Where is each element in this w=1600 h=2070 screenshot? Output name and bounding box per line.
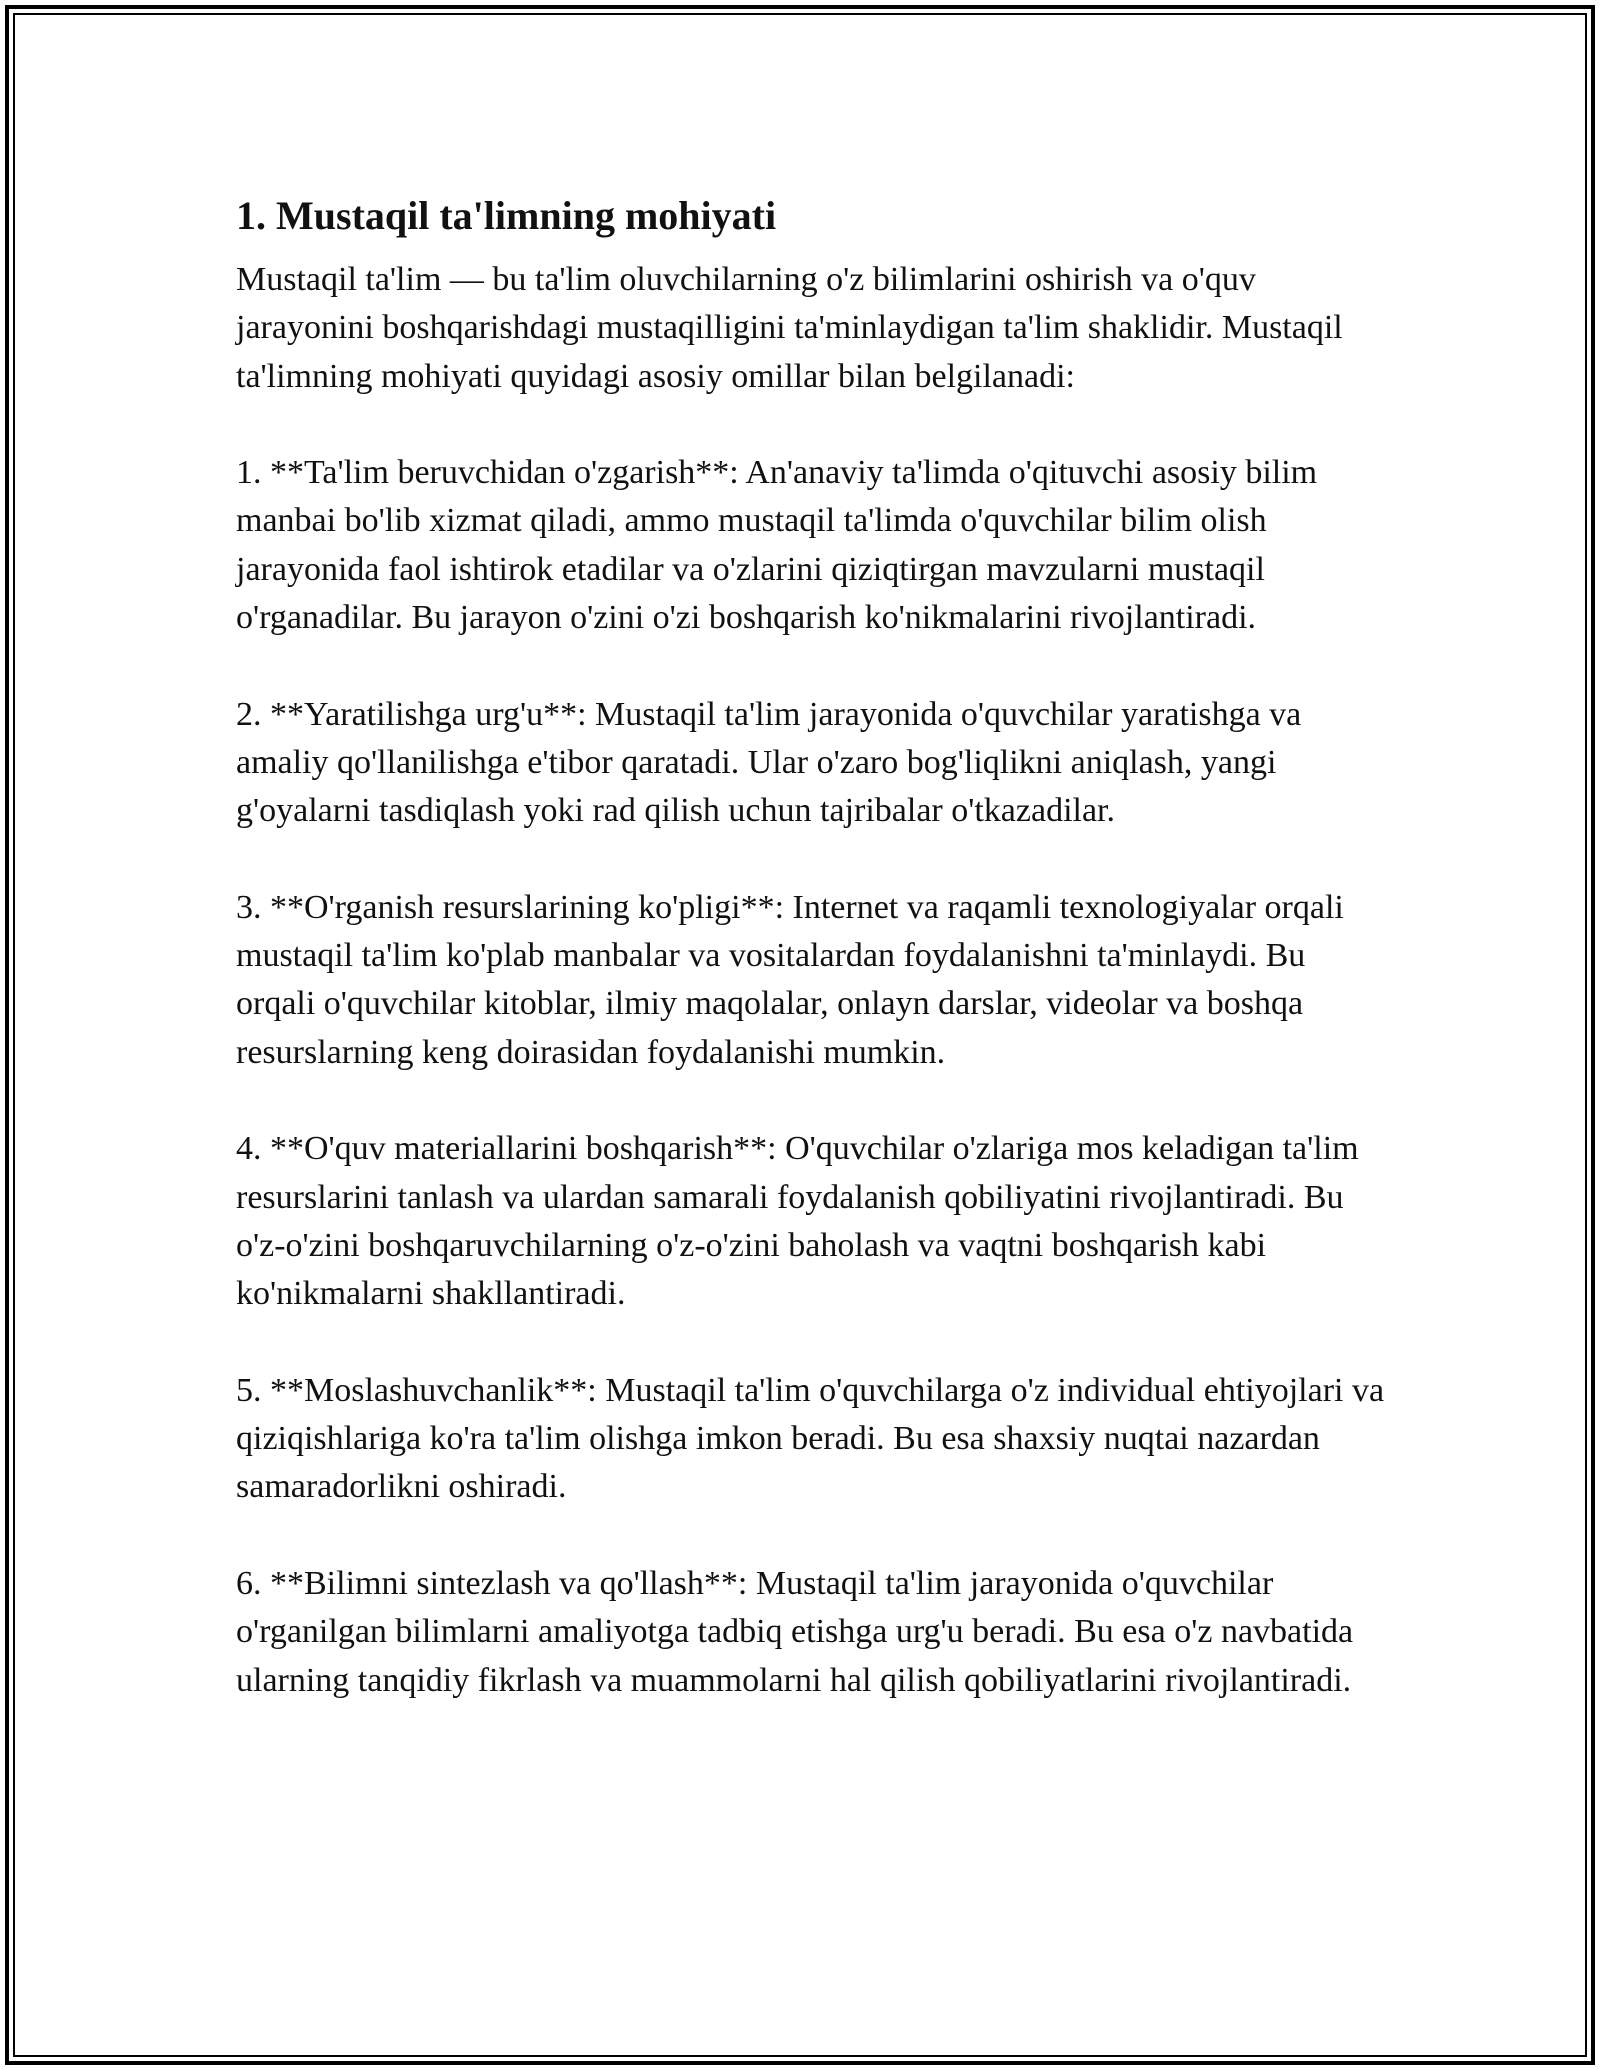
list-item: 6. **Bilimni sintezlash va qo'llash**: Mustaqil ta'lim jarayonida o'quvchilar o'rganilgan bilimlarni amaliyotga tadbiq etishga urg'u beradi. Bu esa o'z navbatida ularning tanqidiy fikrlash va muammolarni hal qilish qobiliyatlarini rivojlantiradi. xyxy=(236,1565,1354,1699)
list-item: 4. **O'quv materiallarini boshqarish**: O'quvchilar o'zlariga mos keladigan ta'lim resurslarini tanlash va ulardan samarali foydalanish qobiliyatini rivojlantiradi. Bu o'z-o'zini boshqaruvchilarning o'z-o'zini baholash va vaqtni boshqarish kabi ko'nikmalarni shakllantiradi. xyxy=(236,1130,1359,1313)
list-item: 1. **Ta'lim beruvchidan o'zgarish**: An'anaviy ta'limda o'qituvchi asosiy bilim manbai bo'lib xizmat qiladi, ammo mustaqil ta'limda o'quvchilar bilim olish jarayonida faol ishtirok etadilar va o'zlarini qiziqtirgan mavzularni mustaqil o'rganadilar. Bu jarayon o'zini o'zi boshqarish ko'nikmalarini rivojlantiradi. xyxy=(236,454,1318,637)
document-body xyxy=(236,188,1386,1705)
intro-paragraph: Mustaqil ta'lim — bu ta'lim oluvchilarning o'z bilimlarini oshirish va o'quv jarayonini boshqarishdagi mustaqilligini ta'minlaydigan ta'lim shaklidir. Mustaqil ta'limning mohiyati quyidagi asosiy omillar bilan belgilanadi: xyxy=(236,261,1343,395)
list-item: 5. **Moslashuvchanlik**: Mustaqil ta'lim o'quvchilarga o'z individual ehtiyojlari va qiziqishlariga ko'ra ta'lim olishga imkon beradi. Bu esa shaxsiy nuqtai nazardan samaradorlikni oshiradi. xyxy=(236,1371,1385,1506)
list-item: 3. **O'rganish resurslarining ko'pligi**: Internet va raqamli texnologiyalar orqali mustaqil ta'lim ko'plab manbalar va vositalardan foydalanishni ta'minlaydi. Bu orqali o'quvchilar kitoblar, ilmiy maqolalar, onlayn darslar, videolar va boshqa resurslarning keng doirasidan foydalanishi mumkin. xyxy=(236,888,1344,1071)
section-heading: 1. Mustaqil ta'limning mohiyati xyxy=(236,193,777,238)
list-item: 2. **Yaratilishga urg'u**: Mustaqil ta'lim jarayonida o'quvchilar yaratishga va amaliy qo'llanilishga e'tibor qaratadi. Ular o'zaro bog'liqlikni aniqlash, yangi g'oyalarni tasdiqlash yoki rad qilish uchun tajribalar o'tkazadilar. xyxy=(236,695,1302,830)
